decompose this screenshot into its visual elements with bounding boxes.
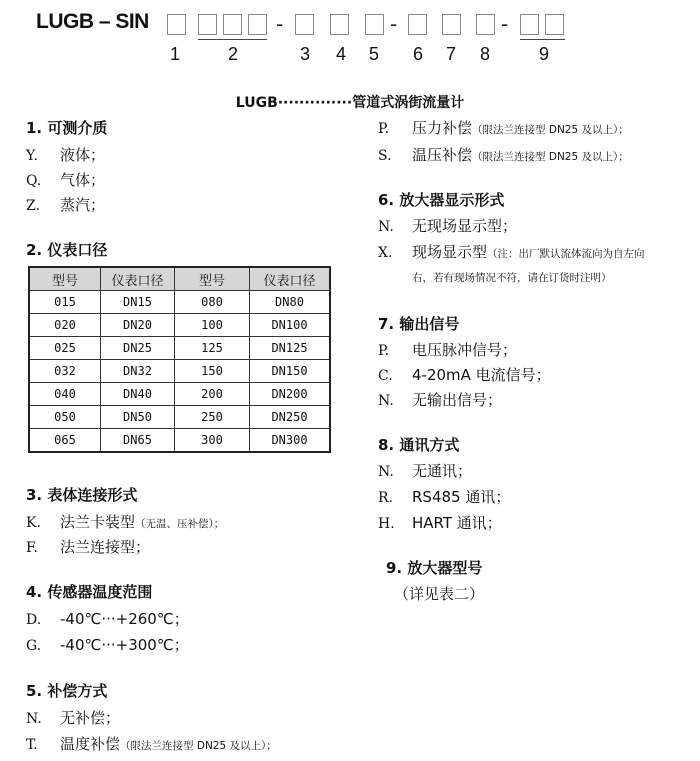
- item-note: （限法兰连接型 DN25 及以上）；: [472, 124, 629, 136]
- table-cell: 100: [175, 314, 250, 337]
- section-9-heading: 9. 放大器型号: [386, 559, 483, 577]
- list-item: [378, 486, 510, 507]
- item-code: Y.: [26, 148, 38, 164]
- code-dash-1: -: [276, 12, 284, 36]
- item-code: Q.: [26, 173, 42, 189]
- item-note: （注：出厂默认流体流向为自左向: [487, 248, 645, 260]
- item-text: 蒸汽；: [60, 196, 106, 214]
- table-cell: DN250: [250, 406, 331, 429]
- code-box-2a: [198, 14, 217, 35]
- item-code: X.: [378, 245, 393, 261]
- column-header: 型号: [175, 267, 250, 291]
- position-number: 5: [369, 44, 380, 64]
- table-cell: DN150: [250, 360, 331, 383]
- item-text: 无补偿；: [60, 709, 121, 727]
- position-number: 9: [539, 44, 550, 64]
- code-box-7: [442, 14, 461, 35]
- table-cell: 200: [175, 383, 250, 406]
- list-item: [378, 389, 502, 410]
- code-box-1: [167, 14, 186, 35]
- table-cell: 025: [29, 337, 101, 360]
- section-2-heading: 2. 仪表口径: [26, 241, 108, 259]
- item-text: 无通讯；: [412, 462, 473, 480]
- item-text: -40℃···+300℃；: [60, 636, 189, 654]
- item-text: 温压补偿: [412, 146, 473, 164]
- table-cell: DN65: [101, 429, 175, 453]
- section-4-heading: 4. 传感器温度范围: [26, 583, 153, 601]
- code-box-6: [408, 14, 427, 35]
- item-text: 压力补偿: [412, 119, 473, 137]
- item-code: K.: [26, 515, 41, 531]
- item-text: 气体；: [60, 171, 106, 189]
- table-cell: DN20: [101, 314, 175, 337]
- item-text: 法兰连接型；: [60, 538, 151, 556]
- table-cell: DN40: [101, 383, 175, 406]
- list-item: [26, 536, 150, 557]
- list-item: [26, 144, 105, 165]
- item-code: G.: [26, 638, 42, 654]
- section-7-heading: 7. 输出信号: [378, 315, 460, 333]
- list-item: [378, 512, 502, 533]
- item-text: -40℃···+260℃；: [60, 610, 189, 628]
- table-row: [29, 314, 330, 337]
- table-cell: DN125: [250, 337, 331, 360]
- table-cell: DN80: [250, 291, 331, 314]
- item-note: （限法兰连接型 DN25 及以上）；: [472, 151, 629, 163]
- list-item: [378, 364, 551, 385]
- item-text: HART 通讯；: [412, 514, 502, 532]
- item-text: 电压脉冲信号；: [412, 341, 518, 359]
- table-cell: DN300: [250, 429, 331, 453]
- code-box-3: [295, 14, 314, 35]
- table-row: [29, 337, 330, 360]
- table-cell: DN100: [250, 314, 331, 337]
- diameter-table: [28, 266, 331, 453]
- item-text: 无输出信号；: [412, 391, 503, 409]
- table-row: [29, 360, 330, 383]
- list-item: [26, 707, 120, 728]
- list-item: [378, 460, 472, 481]
- item-text: 4-20mA 电流信号；: [412, 366, 551, 384]
- table-cell: 040: [29, 383, 101, 406]
- column-header: 型号: [29, 267, 101, 291]
- list-item: [378, 144, 629, 165]
- item-text: 现场显示型: [412, 243, 488, 261]
- item-code: R.: [378, 490, 393, 506]
- code-box-8: [476, 14, 495, 35]
- table-cell: 050: [29, 406, 101, 429]
- item-code: C.: [378, 368, 393, 384]
- list-item: [378, 339, 517, 360]
- table-header-row: [29, 267, 330, 291]
- section-1-heading: 1. 可测介质: [26, 119, 108, 137]
- item-text: RS485 通讯；: [412, 488, 511, 506]
- item-text: 液体；: [60, 146, 106, 164]
- code-box-5: [365, 14, 384, 35]
- position-number: 2: [228, 44, 239, 64]
- list-item: [26, 169, 105, 190]
- table-cell: DN200: [250, 383, 331, 406]
- table-cell: DN15: [101, 291, 175, 314]
- list-item: [26, 511, 224, 532]
- list-item: [26, 194, 105, 215]
- item-code: N.: [378, 393, 394, 409]
- item-code: S.: [378, 148, 392, 164]
- item-code: N.: [26, 711, 42, 727]
- position-number: 1: [170, 44, 181, 64]
- table-cell: 250: [175, 406, 250, 429]
- list-item: [378, 241, 645, 262]
- position-number: 7: [446, 44, 457, 64]
- item-text: 温度补偿: [60, 735, 121, 753]
- table-row: [29, 429, 330, 453]
- table-cell: 032: [29, 360, 101, 383]
- section-8-heading: 8. 通讯方式: [378, 436, 460, 454]
- column-header: 仪表口径: [250, 267, 331, 291]
- position-number: 8: [480, 44, 491, 64]
- code-box-2c: [248, 14, 267, 35]
- section-6-heading: 6. 放大器显示形式: [378, 191, 505, 209]
- item-text: 法兰卡装型: [60, 513, 136, 531]
- position-number: 4: [336, 44, 347, 64]
- table-cell: 125: [175, 337, 250, 360]
- list-item: [26, 608, 189, 629]
- item-code: H.: [378, 516, 395, 532]
- table-row: [29, 291, 330, 314]
- code-box-2b: [223, 14, 242, 35]
- table-cell: DN50: [101, 406, 175, 429]
- table-row: [29, 406, 330, 429]
- code-underline-2: [198, 39, 267, 40]
- list-item: [378, 215, 517, 236]
- item-note: （无温、压补偿）；: [135, 518, 225, 530]
- page-title: LUGB··············管道式涡街流量计: [235, 95, 465, 111]
- section-5-heading: 5. 补偿方式: [26, 682, 108, 700]
- table-cell: 300: [175, 429, 250, 453]
- position-number: 6: [413, 44, 424, 64]
- code-box-9a: [520, 14, 539, 35]
- code-dash-2: -: [390, 12, 398, 36]
- table-cell: 020: [29, 314, 101, 337]
- code-underline-9: [520, 39, 565, 40]
- item-code: N.: [378, 219, 394, 235]
- item-code: Z.: [26, 198, 40, 214]
- code-box-9b: [545, 14, 564, 35]
- item-text: 无现场显示型；: [412, 217, 518, 235]
- table-cell: 015: [29, 291, 101, 314]
- item-note: （限法兰连接型 DN25 及以上）；: [120, 740, 277, 752]
- item-code: F.: [26, 540, 38, 556]
- table-cell: DN25: [101, 337, 175, 360]
- item-code: N.: [378, 464, 394, 480]
- table-cell: 065: [29, 429, 101, 453]
- item-code: T.: [26, 737, 38, 753]
- item-code: D.: [26, 612, 42, 628]
- code-box-4: [330, 14, 349, 35]
- item-code: P.: [378, 121, 390, 137]
- column-header: 仪表口径: [101, 267, 175, 291]
- list-item: [26, 634, 189, 655]
- list-item: [378, 117, 629, 138]
- code-dash-3: -: [501, 12, 509, 36]
- section-3-heading: 3. 表体连接形式: [26, 486, 138, 504]
- table-cell: 080: [175, 291, 250, 314]
- model-prefix: LUGB – SIN: [36, 10, 149, 33]
- table-row: [29, 383, 330, 406]
- table-cell: 150: [175, 360, 250, 383]
- item-note-continued: 右，若有现场情况不符，请在订货时注明）: [412, 272, 612, 284]
- table-cell: DN32: [101, 360, 175, 383]
- item-code: P.: [378, 343, 390, 359]
- position-number: 3: [300, 44, 311, 64]
- section-9-subtext: （详见表二）: [394, 585, 485, 603]
- list-item: [26, 733, 277, 754]
